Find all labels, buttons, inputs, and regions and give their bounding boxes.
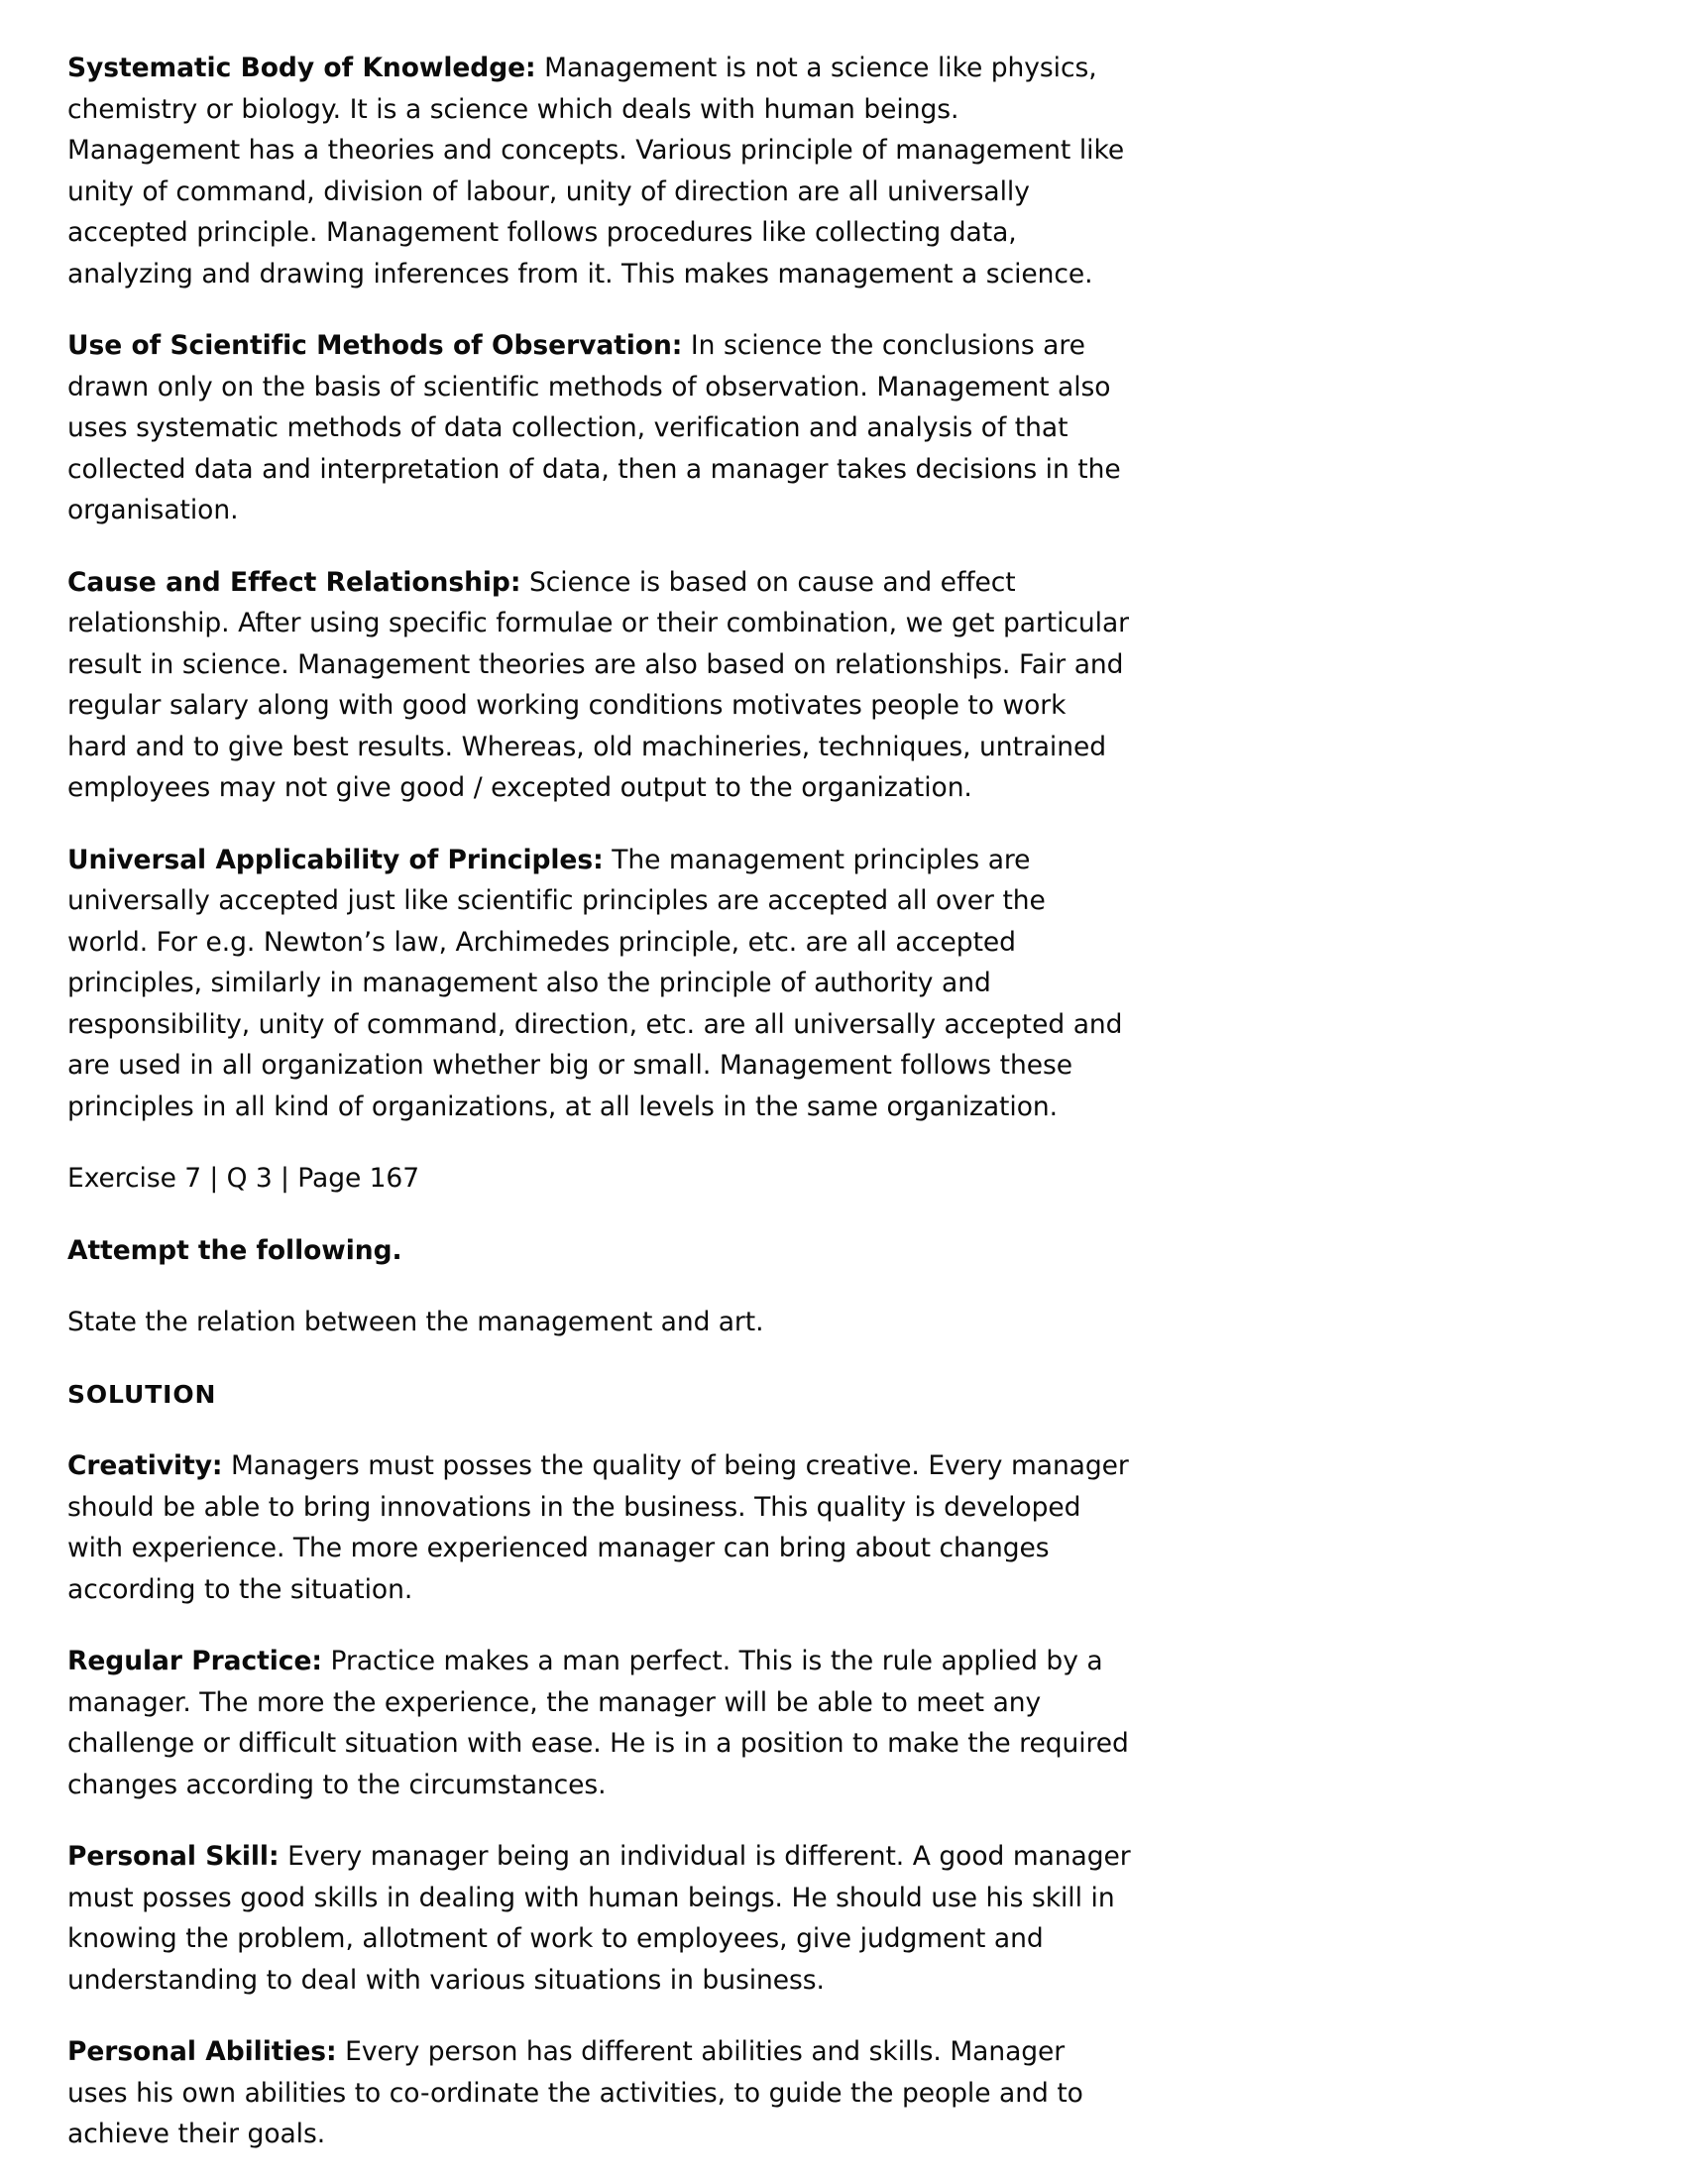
- exercise-reference-line: Exercise 7 | Q 3 | Page 167: [67, 1163, 420, 1194]
- paragraph-use-of-scientific-methods-of-observation: [67, 325, 1133, 531]
- question-text: State the relation between the management and art.: [67, 1307, 764, 1337]
- paragraph-personal-skill: [67, 1836, 1133, 2001]
- paragraph-regular-practice: [67, 1641, 1133, 1805]
- paragraph-body-text: Science is based on cause and effect relationship. After using specific formulae or their combination, we get particular result in science. Management theories are also based on relationships. Fair and regular salary along with good working conditions motivates people to work hard and to give best results. Whereas, old machineries, techniques, untrained employees may not give good / excepted output to the organization.: [67, 566, 1130, 803]
- paragraph-systematic-body-of-knowledge: [67, 48, 1133, 294]
- paragraph-body-text: Every manager being an individual is different. A good manager must posses good skills in dealing with human beings. He should use his skill in knowing the problem, allotment of work to employees, give judgment and understanding to deal with various situations in business.: [67, 1841, 1131, 1996]
- paragraph-body-text: Every person has different abilities and skills. Manager uses his own abilities to co-ordinate the activities, to guide the people and to achieve their goals.: [67, 2036, 1083, 2149]
- paragraph-body-text: Managers must posses the quality of being creative. Every manager should be able to bring innovations in the business. This quality is developed with experience. The more experienced manager can bring about changes according to the situation.: [67, 1450, 1129, 1605]
- paragraph-lead-label: Universal Applicability of Principles:: [67, 844, 604, 875]
- paragraph-lead-label: Cause and Effect Relationship:: [67, 566, 521, 598]
- paragraph-universal-applicability-of-principles: [67, 840, 1133, 1128]
- paragraph-lead-label: Personal Skill:: [67, 1841, 280, 1872]
- paragraph-body-text: Management is not a science like physics, chemistry or biology. It is a science which deals with human beings. Management has a theories and concepts. Various principle of management like unity of command, division of labour, unity of direction are all universally accepted principle. Management follows procedures like collecting data, analyzing and drawing inferences from it. This makes management a science.: [67, 53, 1125, 289]
- paragraph-lead-label: Use of Scientific Methods of Observation:: [67, 330, 683, 361]
- paragraph-creativity: [67, 1445, 1133, 1610]
- paragraph-cause-and-effect-relationship: [67, 562, 1133, 809]
- question-instruction-heading: Attempt the following.: [67, 1234, 402, 1266]
- solution-heading: SOLUTION: [67, 1379, 217, 1409]
- paragraph-lead-label: Creativity:: [67, 1450, 223, 1481]
- document-body: [67, 48, 1133, 2155]
- paragraph-body-text: Practice makes a man perfect. This is the rule applied by a manager. The more the experience, the manager will be able to meet any challenge or difficult situation with ease. He is in a position to make the required changes according to the circumstances.: [67, 1646, 1129, 1800]
- paragraph-body-text: The management principles are universally accepted just like scientific principles are accepted all over the world. For e.g. Newton’s law, Archimedes principle, etc. are all accepted principles, similarly in management also the principle of authority and responsibility, unity of command, direction, etc. are all universally accepted and are used in all organization whether big or small. Management follows these principles in all kind of organizations, at all levels in the same organization.: [67, 844, 1123, 1122]
- paragraph-personal-abilities: [67, 2031, 1133, 2155]
- paragraph-lead-label: Regular Practice:: [67, 1646, 322, 1676]
- paragraph-lead-label: Systematic Body of Knowledge:: [67, 53, 536, 83]
- paragraph-lead-label: Personal Abilities:: [67, 2036, 337, 2067]
- paragraph-body-text: In science the conclusions are drawn only on the basis of scientific methods of observation. Management also uses systematic methods of data collection, verification and analysis of that collected data and interpretation of data, then a manager takes decisions in the organisation.: [67, 330, 1121, 525]
